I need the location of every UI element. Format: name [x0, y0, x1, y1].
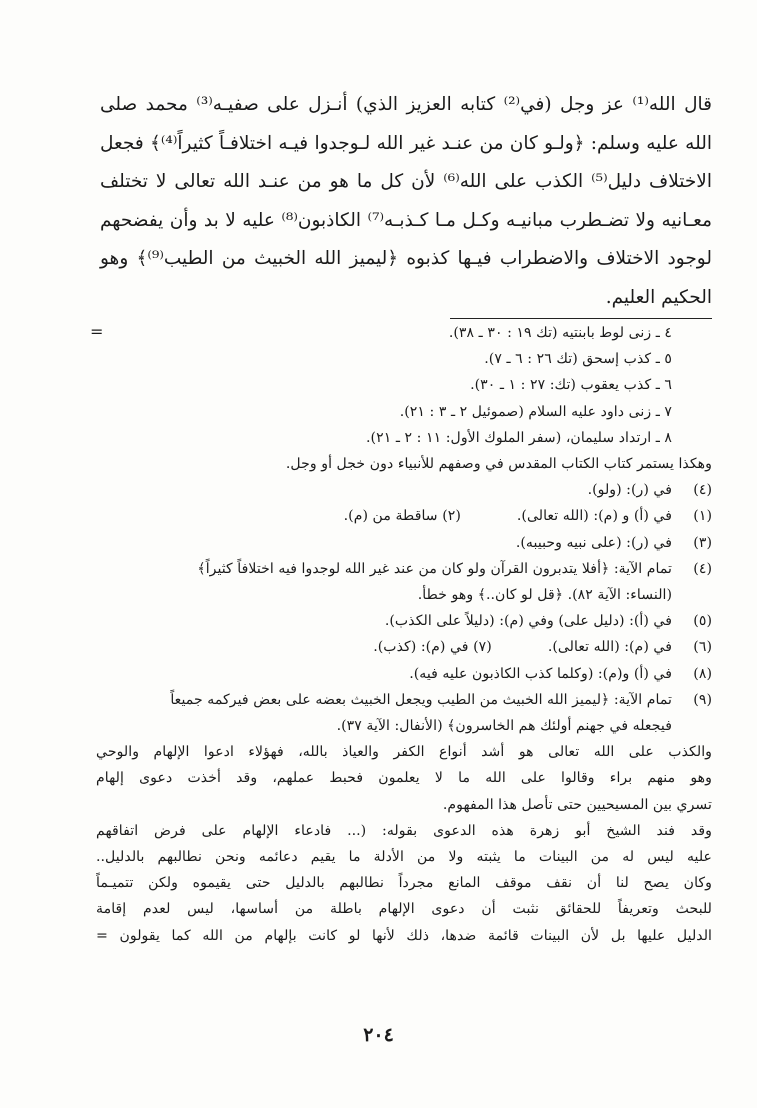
footnote-divider [450, 318, 712, 319]
tail-line: الدليل عليها بل لأن البينات قائمة ضدها، ذلك لأنها لو كانت بإلهام من الله كما يقولون = [96, 927, 712, 944]
footnote [96, 634, 712, 660]
footnote-text-b: (٢) ساقطة من (م). [343, 508, 461, 525]
footnote-text: تمام الآية: ﴿ليميز الله الخبيث من الطيب ويجعل الخبيث بعضه على بعض فيركمه جميعاً [170, 691, 672, 708]
footnote-text: تمام الآية: ﴿أفلا يتدبرون القرآن ولو كان من عند غير الله لوجدوا فيه اختلافاً كثيراً﴾ [197, 560, 672, 577]
tail-line: تسري بين المسيحيين حتى تأصل هذا المفهوم. [442, 796, 712, 813]
footnote-text-a: في (أ) و (م): (الله تعالى). [516, 508, 672, 525]
footnote-text: في (أ): (دليل على) وفي (م): (دليلاً على الكذب). [384, 613, 672, 630]
continued-note-line: ٦ ـ كذب يعقوب (تك: ٢٧ : ١ ـ ٣٠). [470, 377, 672, 394]
tail-line: وقد فند الشيخ أبو زهرة هذه الدعوى بقوله: (... فادعاء الإلهام على فرض اتفاقهم [96, 822, 712, 839]
footnote [96, 582, 712, 608]
continuation-marker: = [90, 322, 104, 341]
footnote [96, 503, 712, 529]
tail-line: للبحث وتعريفاً للحقائق نثبت أن دعوى الإلهام باطلة من أساسها، ليس لعدم إقامة [96, 901, 712, 918]
tail-line: عليه ليس له من البينات ما يثبته ولا من الأدلة ما يقيم دعائمه ونحن نطالبهم بالدليل.. [96, 849, 712, 866]
footnote-text: في (ر): (ولو). [587, 482, 672, 499]
footnotes-area [96, 320, 712, 949]
continued-note-line: ٨ ـ ارتداد سليمان، (سفر الملوك الأول: ١١ : ٢ ـ ٢١). [366, 429, 672, 446]
continued-note-line: ٤ ـ زنى لوط بابنتيه (تك ١٩ : ٣٠ ـ ٣٨). [448, 325, 672, 341]
footnote [96, 608, 712, 634]
footnote-text [96, 503, 672, 529]
footnote-text: (النساء: الآية ٨٢). ﴿قل لو كان..﴾ وهو خطأ. [417, 587, 672, 604]
tail-line: والكذب على الله تعالى هو أشد أنواع الكفر والعياذ بالله، فهؤلاء ادعوا الإلهام والوحي [96, 744, 712, 761]
footnote-number: (٦) [693, 639, 712, 656]
continued-note-line: ٥ ـ كذب إسحق (تك ٢٦ : ٦ ـ ٧). [484, 351, 672, 368]
footnote-number: (٣) [693, 534, 712, 551]
footnote-number: (٤) [693, 560, 712, 577]
footnote-text: فيجعله في جهنم أولئك هم الخاسرون﴾ (الأنفال: الآية ٣٧). [336, 718, 672, 735]
footnote-text [96, 634, 672, 660]
footnote [96, 713, 712, 739]
footnote-text: في (أ) و(م): (وكلما كذب الكاذبون عليه فيه). [409, 665, 672, 682]
footnote [96, 687, 712, 713]
tail-line: وهو منهم براء وقالوا على الله ما لا يعلمون فحبط عملهم، وقد أخذت دعوى إلهام [96, 770, 712, 787]
footnote-number: (٤) [693, 482, 712, 499]
footnote [96, 661, 712, 687]
footnote-number: (٥) [693, 613, 712, 630]
footnote-text-a: في (م): (الله تعالى). [547, 639, 672, 656]
continued-note-line: ٧ ـ زنى داود عليه السلام (صموئيل ٢ ـ ٣ : ٢١). [399, 403, 672, 420]
main-paragraph: قال الله⁽¹⁾ عز وجل (في⁽²⁾ كتابه العزيز الذي) أنـزل على صفيـه⁽³⁾ محمد صلى الله عليه وسلم: ﴿ولـو كان من عنـد غير الله لـوجدوا فيـه اختلافـاً كثيراً⁽⁴⁾﴾ فجعل الاختلاف دليل⁽⁵⁾ الكذب على الله⁽⁶⁾ لأن كل ما هو من عنـد الله تعالى لا تختلف معـانيه ولا تضـطرب مبانيـه وكـل مـا كـذبـه⁽⁷⁾ الكاذبون⁽⁸⁾ عليه لا بد وأن يفضحهم لوجود الاختلاف والاضطراب فيـها كذبوه ﴿ليميز الله الخبيث من الطيب⁽⁹⁾﴾ وهو الحكيم العليم. [100, 94, 712, 308]
footnote-number: (٨) [693, 665, 712, 682]
tail-line: وكان يصح لنا أن نقف موقف المانع مجرداً نطالبهم بالدليل حتى يقيموه ولكن تتميـماً [96, 875, 712, 892]
footnote [96, 530, 712, 556]
footnote-number: (٩) [693, 691, 712, 708]
main-text [100, 86, 712, 318]
footnote-text: في (ر): (على نبيه وحبيبه). [515, 534, 672, 551]
footnote [96, 556, 712, 582]
footnote [96, 477, 712, 503]
footnote-number: (١) [693, 508, 712, 525]
page-number: ٢٠٤ [363, 1024, 394, 1046]
footnote-text-b: (٧) في (م): (كذب). [373, 639, 492, 656]
summary-line: وهكذا يستمر كتاب الكتاب المقدس في وصفهم للأنبياء دون خجل أو وجل. [285, 456, 712, 473]
